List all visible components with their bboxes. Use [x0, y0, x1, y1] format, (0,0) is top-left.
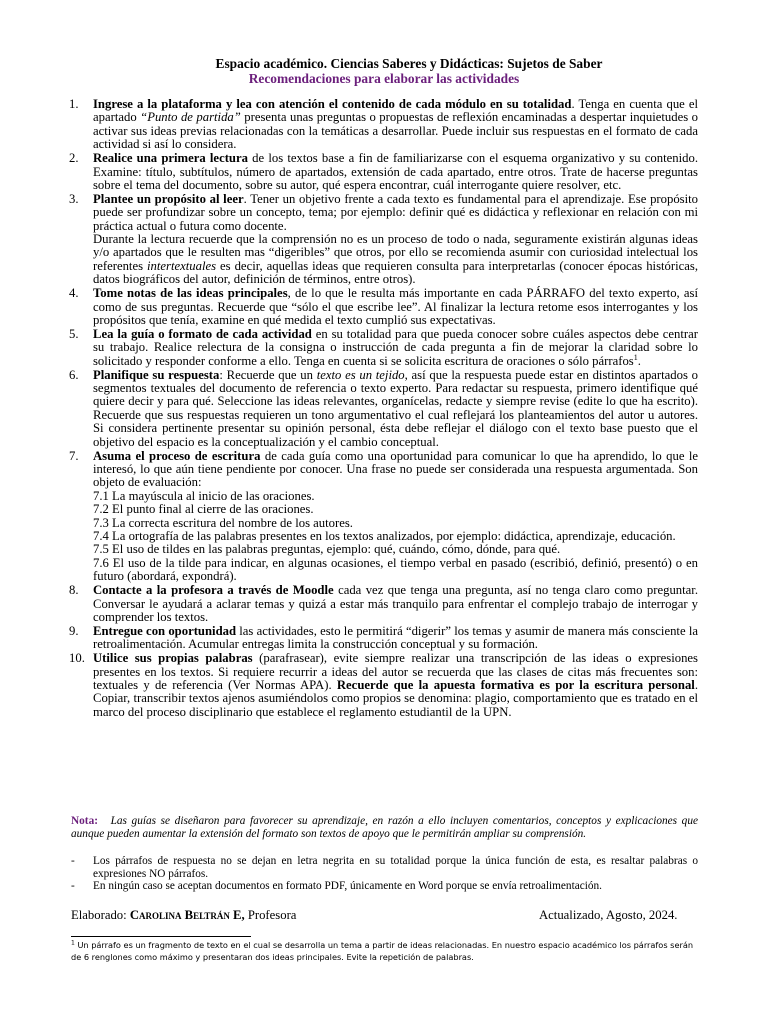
footnote-divider — [71, 936, 251, 937]
item-emphasis: Planifique su respuesta — [93, 367, 220, 382]
note-label: Nota: — [71, 815, 98, 827]
item-emphasis: Ingrese a la plataforma y lea con atención el contenido de cada módulo en su totalidad — [93, 97, 572, 111]
item-number: 4. — [69, 286, 79, 301]
item-text: las actividades, esto le permitirá “digerir” los temas y asumir de manera más consciente la retroalimentación. Acumular entregas limita la construcción conceptual y su formación. — [93, 623, 698, 652]
item-text: , de lo que le resulta más importante en cada PÁRRAFO del texto experto, así como de sus preguntas. Recuerde que “sólo el que escribe lee”. Al finalizar la lectura retome esos interrogantes y los propósitos que tenía, examine en qué medida el texto cumplió sus expectativas. — [93, 286, 698, 327]
item-number: 8. — [69, 583, 79, 598]
evaluation-criterion: 7.3 La correcta escritura del nombre de los autores. — [93, 515, 353, 530]
list-item — [71, 450, 698, 584]
dash-marker: - — [71, 855, 75, 867]
list-item — [71, 98, 698, 152]
item-number: 9. — [69, 623, 79, 638]
item-text: es decir, aquellas ideas que requieren consulta para interpretarlas (conocer épocas históricas, datos biográficos del autor, definición de términos, entre otros). — [93, 258, 698, 287]
item-emphasis: Recuerde que la apuesta formativa es por la escritura personal — [336, 677, 695, 692]
item-italic: texto es un tejido — [316, 367, 405, 382]
note-bullet: - En ningún caso se aceptan documentos en formato PDF, únicamente en Word porque se envía retroalimentación. — [71, 880, 603, 893]
note-text: Las guías se diseñaron para favorecer su aprendizaje, en razón a ello incluyen comentarios, conceptos y explicaciones que aunque pueden aumentar la extensión del formato son textos de apoyo que le permitirán ampliar su comprensión. — [71, 815, 698, 840]
list-item — [71, 287, 698, 327]
evaluation-criterion: 7.6 El uso de la tilde para indicar, en algunas ocasiones, el tiempo verbal en pasado (escribió, definió, presentó) o en futuro (abordará, expondrá). — [93, 555, 698, 584]
item-emphasis: Lea la guía o formato de cada actividad — [93, 326, 312, 341]
item-text: . Copiar, transcribir textos ajenos asumiéndolos como propios se denomina: plagio, comportamiento que es tratado en el marco del proceso disciplinario que establece el reglamento estudiantil de la UPN. — [93, 677, 699, 719]
item-text: Durante la lectura recuerde que la comprensión no es un proceso de todo o nada, seguramente existirán algunas ideas y/o apartados que le resulten mas “digeribles” que otros, por ello se recomienda asumir con curiosidad intelectual los referentes — [93, 232, 698, 273]
evaluation-criterion: 7.1 La mayúscula al inicio de las oraciones. — [93, 488, 315, 503]
updated-date: Actualizado, Agosto, 2024. — [539, 908, 678, 922]
list-item — [71, 584, 698, 624]
footnote — [71, 939, 698, 963]
footnote-mark: 1 — [71, 939, 75, 947]
evaluation-criterion: 7.2 El punto final al cierre de las oraciones. — [93, 502, 314, 517]
item-emphasis: Tome notas de las ideas principales — [93, 286, 288, 301]
author-name: Carolina Beltrán E, — [129, 908, 245, 922]
item-text: de cada guía como una oportunidad para comunicar lo que ha aprendido, lo que le interesó, lo que aún tiene pendiente por conocer. Una frase no puede ser considerada una respuesta argumentada. Son objeto de evaluación: — [93, 448, 698, 490]
dash-marker: - — [71, 880, 75, 893]
list-item — [71, 625, 698, 652]
evaluation-criterion: 7.4 La ortografía de las palabras presentes en los textos analizados, por ejemplo: didáctica, aprendizaje, educación. — [93, 529, 676, 543]
author-line — [71, 908, 296, 923]
author-prefix: Elaborado: — [71, 908, 130, 922]
document-title: Espacio académico. Ciencias Saberes y Didácticas: Sujetos de Saber — [215, 56, 603, 71]
item-number: 7. — [69, 448, 79, 463]
item-text: de los textos base a fin de familiarizarse con el esquema organizativo y su contenido. Examine: título, subtítulos, número de apartados, extensión de cada apartado, entre otros. Trate de hacerse preguntas sobre el tema del documento, sobre su autor, qué espera encontrar, cuál interrogante quiere resolver, etc. — [93, 151, 698, 192]
item-number: 2. — [69, 151, 79, 166]
item-number: 1. — [69, 97, 79, 111]
list-item — [71, 193, 698, 287]
item-emphasis: Plantee un propósito al leer — [93, 191, 244, 206]
note-bullets — [71, 855, 698, 893]
item-text: cada vez que tenga una pregunta, así no tenga claro como preguntar. Conversar le ayudará a aclarar temas y quizá a estar más tranquilo para enfrentar el complejo trabajo de interrogar y comprender los textos. — [93, 583, 699, 624]
item-number: 6. — [69, 367, 79, 382]
item-emphasis: Entregue con oportunidad — [93, 623, 237, 638]
note-bullet: - Los párrafos de respuesta no se dejan en letra negrita en su totalidad porque la única función de esta, es resaltar palabras o expresiones NO párrafos. — [71, 855, 698, 880]
item-emphasis: Utilice sus propias palabras — [93, 651, 253, 666]
item-emphasis: Contacte a la profesora a través de Moodle — [93, 583, 334, 598]
list-item — [71, 652, 698, 719]
item-text: . — [637, 353, 641, 368]
footnote-text: Un párrafo es un fragmento de texto en el cual se desarrolla un tema a partir de ideas relacionadas. En nuestro espacio académico los párrafos serán de 6 renglones como máximo y presentaran dos ideas principales. Evite la repetición de palabras. — [71, 940, 694, 962]
item-text: , así que la respuesta puede estar en distintos apartados o segmentos textuales del documento de referencia o texto experto. Para redactar su respuesta, primero identifique qué quiere decir y para qué. Seleccione las ideas relevantes, organícelas, redacte y siempre revise (edite lo que ha escrito). Recuerde que sus respuestas requieren un tono argumentativo el cual reflejará los planteamientos del autor u autores. Si considera pertinente presentar su opinión personal, ésta debe reflejar el diálogo con el texto base puesto que el objetivo del espacio es la conceptualización y el cambio conceptual. — [93, 367, 698, 449]
document-subtitle: Recomendaciones para elaborar las actividades — [248, 71, 520, 86]
item-italic: intertextuales — [147, 258, 217, 273]
note-paragraph — [71, 815, 698, 840]
list-item — [71, 369, 698, 449]
list-item — [71, 152, 698, 192]
footnote-ref: 1 — [633, 352, 638, 362]
item-text: (parafrasear), evite siempre realizar una transcripción de las ideas o expresiones presentes en los textos. Si requiere recurrir a ideas del autor se recuerda que las clases de citas más frecuentes son: textuales y de referencia (Ver Normas APA). — [93, 651, 698, 692]
item-italic: “Punto de partida” — [140, 110, 241, 125]
item-text: : Recuerde que un — [219, 367, 317, 382]
evaluation-criterion: 7.5 El uso de tildes en las palabras preguntas, ejemplo: qué, cuándo, cómo, dónde, para qué. — [93, 542, 561, 557]
item-text: . Tenga en cuenta que el apartado — [93, 97, 698, 125]
item-emphasis: Asuma el proceso de escritura — [93, 448, 261, 463]
item-text: . Tener un objetivo frente a cada texto es fundamental para el aprendizaje. Ese propósito puede ser profundizar sobre un concepto, tema; por ejemplo: definir qué es didáctica y reflexionar en relación con mi práctica actual o futura como docente. — [93, 191, 698, 233]
item-number: 10. — [69, 651, 85, 666]
list-item — [71, 328, 698, 368]
item-number: 5. — [69, 326, 79, 341]
item-text: en su totalidad para que pueda conocer sobre cuáles aspectos debe centrar su trabajo. Realice relectura de la consigna o instrucción de cada pregunta a fin de mejorar la claridad sobre lo solicitado y responder conforme a ello. Tenga en cuenta si se solicita escritura de oraciones o sólo párrafos — [93, 326, 698, 368]
recommendations-list — [71, 98, 698, 720]
item-text: presenta unas preguntas o propuestas de reflexión encaminadas a despertar inquietudes o activar sus ideas previas relacionadas con la temáticas a desarrollar. Puede incluir sus respuestas en el formato de cada actividad si así lo considera. — [93, 110, 698, 152]
item-emphasis: Realice una primera lectura — [93, 151, 248, 166]
item-number: 3. — [69, 191, 79, 206]
author-role: Profesora — [244, 908, 297, 922]
